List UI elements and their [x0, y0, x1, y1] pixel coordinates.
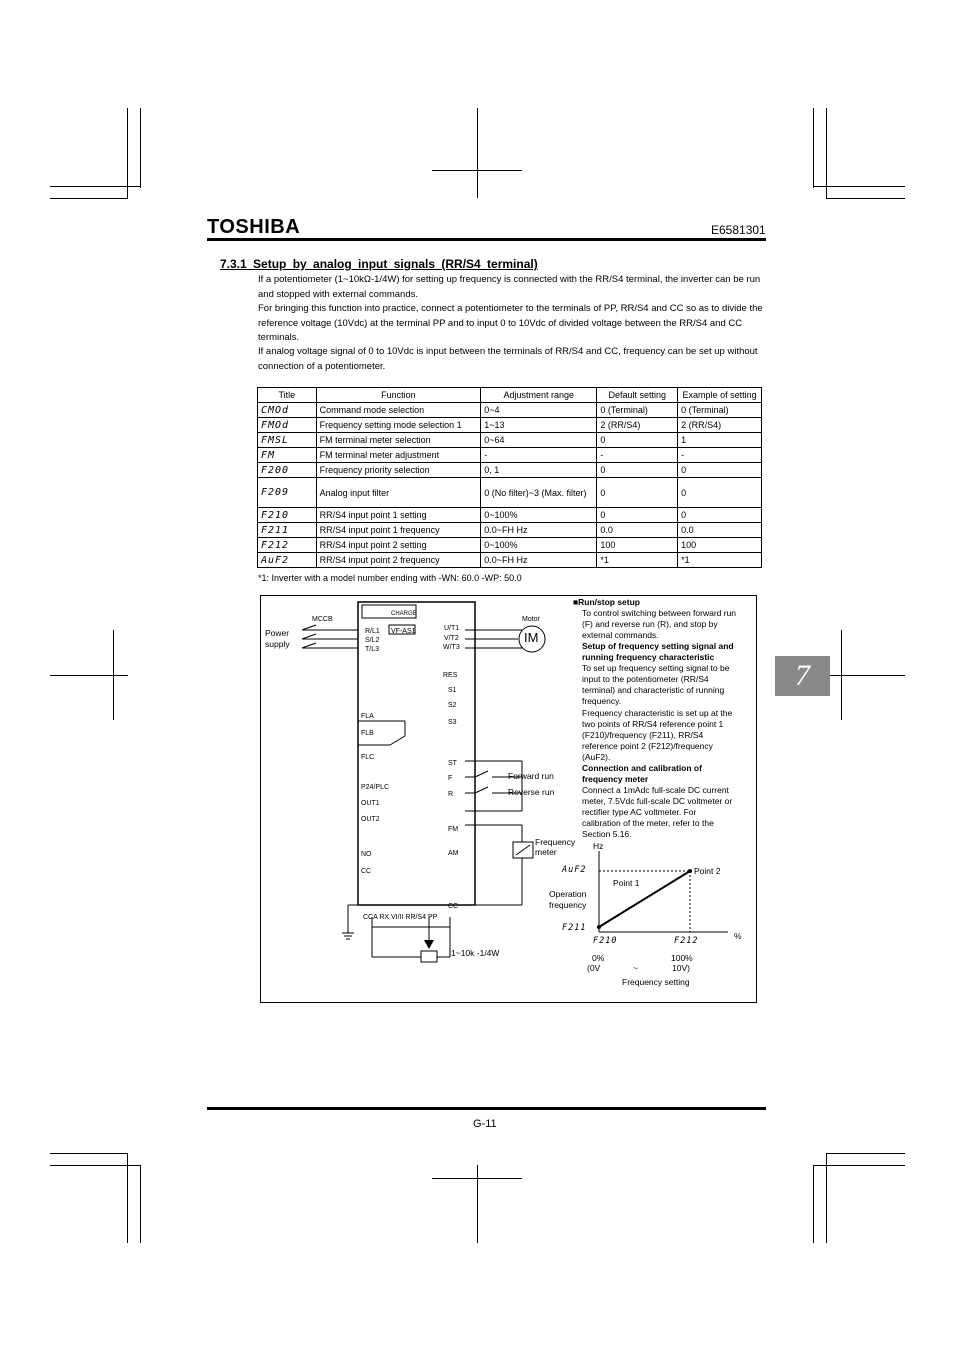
terminal-label: CC [448, 903, 459, 910]
table-cell: 0.0~FH Hz [481, 553, 597, 568]
terminal-label: S1 [448, 687, 457, 694]
paragraph: If a potentiometer (1~10kΩ-1/4W) for setting up frequency is connected with the RR/S4 terminal, the inverter can be run and stopped with external commands. [258, 274, 761, 300]
terminal-label: FLC [361, 754, 375, 761]
table-row [258, 523, 762, 538]
crop-mark [826, 1153, 905, 1154]
point-2-label: Point 2 [694, 866, 721, 876]
crop-mark [127, 1153, 128, 1243]
table-cell: 0.0 [678, 523, 762, 538]
table-cell: FM [258, 448, 317, 463]
terminal-label: S2 [448, 702, 457, 709]
crop-mark [50, 1165, 140, 1166]
bottom-terminal-labels: CCA RX VI/II RR/S4 PP [363, 914, 438, 921]
table-cell: 0, 1 [481, 463, 597, 478]
crop-mark [813, 186, 905, 187]
note-heading: Connection and calibration of [582, 763, 702, 773]
terminal-label: R [448, 791, 454, 798]
graph-y-bottom: F211 [562, 923, 587, 933]
table-row [258, 418, 762, 433]
note-heading: ■Run/stop setup [573, 597, 640, 607]
graph-ylabel: frequency [549, 900, 587, 910]
table-cell: FM terminal meter selection [316, 433, 481, 448]
chapter-tab: 7 [775, 656, 830, 696]
terminal-label: CC [361, 868, 372, 875]
motor-label: Motor [522, 616, 540, 623]
inverter-model: VF-AS1 [391, 628, 416, 635]
table-cell: F200 [258, 463, 317, 478]
table-cell: 0 (No filter)~3 (Max. filter) [481, 478, 597, 508]
crop-mark [50, 198, 128, 199]
note-text: (F210)/frequency (F211), RR/S4 [582, 730, 704, 740]
table-cell: 0 [597, 508, 678, 523]
terminal-label: OUT2 [361, 816, 380, 823]
table-cell: RR/S4 input point 1 frequency [316, 523, 481, 538]
note-text: Connect a 1mAdc full-scale DC current [582, 785, 729, 795]
table-header-row [258, 388, 762, 403]
note-text: To set up frequency setting signal to be [582, 663, 730, 673]
toshiba-logo: TOSHIBA [207, 216, 301, 238]
header-rule [207, 238, 766, 241]
table-row [258, 538, 762, 553]
point-1-label: Point 1 [613, 878, 640, 888]
terminal-label: NO [361, 851, 372, 858]
graph-x-value: 10V) [672, 963, 690, 973]
terminal-label: FLB [361, 730, 374, 737]
table-cell: FMSL [258, 433, 317, 448]
table-cell: 0 [678, 478, 762, 508]
note-text: Section 5.16. [582, 829, 632, 839]
terminal-label: ST [448, 760, 457, 767]
table-cell: 0~100% [481, 508, 597, 523]
crop-mark [477, 1165, 478, 1243]
crop-mark [826, 198, 905, 199]
note-text: terminal) and characteristic of running [582, 685, 725, 695]
column-header: Default setting [597, 388, 678, 403]
crop-mark [140, 1165, 141, 1243]
terminal-label: P24/PLC [361, 784, 390, 791]
table-cell: 0 (Terminal) [597, 403, 678, 418]
crop-mark [813, 108, 814, 188]
table-cell: - [481, 448, 597, 463]
note-text: frequency. [582, 696, 622, 706]
crop-mark [826, 1153, 827, 1243]
table-cell: 0~64 [481, 433, 597, 448]
crop-mark [813, 1165, 814, 1243]
parameter-table [257, 387, 762, 568]
table-cell: *1 [597, 553, 678, 568]
frequency-meter-label: meter [535, 847, 557, 857]
crop-mark [127, 108, 128, 198]
table-cell: RR/S4 input point 2 frequency [316, 553, 481, 568]
table-row [258, 448, 762, 463]
mccb-label: MCCB [312, 616, 333, 623]
table-cell: 0~4 [481, 403, 597, 418]
terminal-label: V/T2 [444, 635, 459, 642]
crop-mark [432, 170, 522, 171]
column-header: Function [316, 388, 481, 403]
note-text: calibration of the meter, refer to the [582, 818, 714, 828]
note-text: external commands. [582, 630, 659, 640]
note-text: To control switching between forward run [582, 608, 737, 618]
table-row [258, 478, 762, 508]
table-cell: 0 [597, 433, 678, 448]
table-row [258, 433, 762, 448]
table-cell: Frequency setting mode selection 1 [316, 418, 481, 433]
column-header: Example of setting [678, 388, 762, 403]
note-text: two points of RR/S4 reference point 1 [582, 719, 724, 729]
note-text: Frequency characteristic is set up at the [582, 708, 733, 718]
paragraph: If analog voltage signal of 0 to 10Vdc is input between the terminals of RR/S4 and CC, frequency can be set up without connection of a potentiometer. [258, 346, 758, 372]
note-heading: running frequency characteristic [582, 652, 715, 662]
table-row [258, 553, 762, 568]
power-supply-label: Power [265, 628, 290, 638]
table-cell: - [678, 448, 762, 463]
table-cell: Command mode selection [316, 403, 481, 418]
table-footnote: *1: Inverter with a model number ending with -WN: 60.0 -WP: 50.0 [258, 573, 522, 583]
table-cell: 0.0~FH Hz [481, 523, 597, 538]
table-cell: F210 [258, 508, 317, 523]
table-cell: CMOd [258, 403, 317, 418]
table-cell: 100 [597, 538, 678, 553]
terminal-label: AM [448, 850, 459, 857]
power-supply-label: supply [265, 639, 290, 649]
crop-mark [826, 108, 827, 198]
table-row [258, 508, 762, 523]
terminal-label: W/T3 [443, 644, 460, 651]
table-cell: 0 [678, 508, 762, 523]
terminal-label: OUT1 [361, 800, 380, 807]
crop-mark [477, 108, 478, 198]
table-cell: - [597, 448, 678, 463]
note-text: reference point 2 (F212)/frequency [582, 741, 713, 751]
table-cell: RR/S4 input point 1 setting [316, 508, 481, 523]
note-text: (F) and reverse run (R), and stop by [582, 619, 718, 629]
table-cell: AuF2 [258, 553, 317, 568]
section-title: 7.3.1 Setup by analog input signals (RR/S4 terminal) [220, 257, 538, 271]
note-heading: frequency meter [582, 774, 649, 784]
terminal-label: T/L3 [365, 646, 380, 653]
page-number: G-11 [473, 1118, 497, 1130]
crop-mark [826, 675, 905, 676]
table-cell: 2 (RR/S4) [678, 418, 762, 433]
terminal-label: F [448, 775, 453, 782]
terminal-label: R/L1 [365, 628, 380, 635]
footer-rule [207, 1107, 766, 1110]
table-cell: 0.0 [597, 523, 678, 538]
table-cell: 100 [678, 538, 762, 553]
graph-x-value: ~ [633, 963, 638, 973]
column-header: Adjustment range [481, 388, 597, 403]
table-cell: 0 [597, 463, 678, 478]
graph-x-value: 0% [592, 953, 605, 963]
table-cell: F211 [258, 523, 317, 538]
table-cell: 0~100% [481, 538, 597, 553]
graph-x-unit: % [734, 931, 742, 941]
table-cell: FM terminal meter adjustment [316, 448, 481, 463]
table-cell: 0 [597, 478, 678, 508]
graph-x-right: F212 [674, 936, 699, 946]
graph-ylabel: Operation [549, 889, 587, 899]
charge-lamp-label: CHARGE [391, 611, 417, 617]
column-header: Title [258, 388, 317, 403]
table-cell: F209 [258, 478, 317, 508]
terminal-label: FLA [361, 713, 374, 720]
table-row [258, 463, 762, 478]
motor-symbol: IM [524, 630, 539, 645]
note-text: input to the potentiometer (RR/S4 [582, 674, 709, 684]
graph-xlabel: Frequency setting [622, 977, 690, 987]
crop-mark [432, 1178, 522, 1179]
crop-mark [50, 675, 128, 676]
table-cell: *1 [678, 553, 762, 568]
crop-mark [813, 1165, 905, 1166]
reverse-run-label: Reverse run [508, 787, 555, 797]
table-cell: 0 [678, 463, 762, 478]
crop-mark [50, 1153, 128, 1154]
table-cell: Frequency priority selection [316, 463, 481, 478]
table-cell: 1~13 [481, 418, 597, 433]
forward-run-label: Forward run [508, 771, 554, 781]
graph-x-left: F210 [593, 936, 618, 946]
graph-x-value: 100% [671, 953, 693, 963]
terminal-label: RES [443, 672, 458, 679]
table-cell: 1 [678, 433, 762, 448]
crop-mark [50, 186, 140, 187]
document-number: E6581301 [711, 223, 766, 237]
table-cell: F212 [258, 538, 317, 553]
graph-y-top: AuF2 [562, 865, 587, 875]
note-text: rectifier type AC voltmeter. For [582, 807, 697, 817]
table-cell: Analog input filter [316, 478, 481, 508]
terminal-label: U/T1 [444, 625, 460, 632]
graph-y-unit: Hz [593, 841, 604, 851]
table-cell: FMOd [258, 418, 317, 433]
crop-mark [140, 108, 141, 188]
terminal-label: FM [448, 826, 459, 833]
potentiometer-label: 1~10k -1/4W [451, 948, 500, 958]
frequency-meter-label: Frequency [535, 837, 576, 847]
note-text: (AuF2). [582, 752, 611, 762]
table-row [258, 403, 762, 418]
paragraph: For bringing this function into practice, connect a potentiometer to the terminals of PP, RR/S4 and CC so as to divide the reference voltage (10Vdc) at the terminal PP and to input 0 to 10Vdc of divided voltage between the RR/S4 and CC terminals. [258, 303, 763, 343]
terminal-label: S3 [448, 719, 457, 726]
table-cell: 2 (RR/S4) [597, 418, 678, 433]
table-cell: RR/S4 input point 2 setting [316, 538, 481, 553]
note-text: meter, 7.5Vdc full-scale DC voltmeter or [582, 796, 733, 806]
graph-x-value: (0V [587, 963, 601, 973]
terminal-label: S/L2 [365, 637, 380, 644]
table-cell: 0 (Terminal) [678, 403, 762, 418]
note-heading: Setup of frequency setting signal and [582, 641, 734, 651]
